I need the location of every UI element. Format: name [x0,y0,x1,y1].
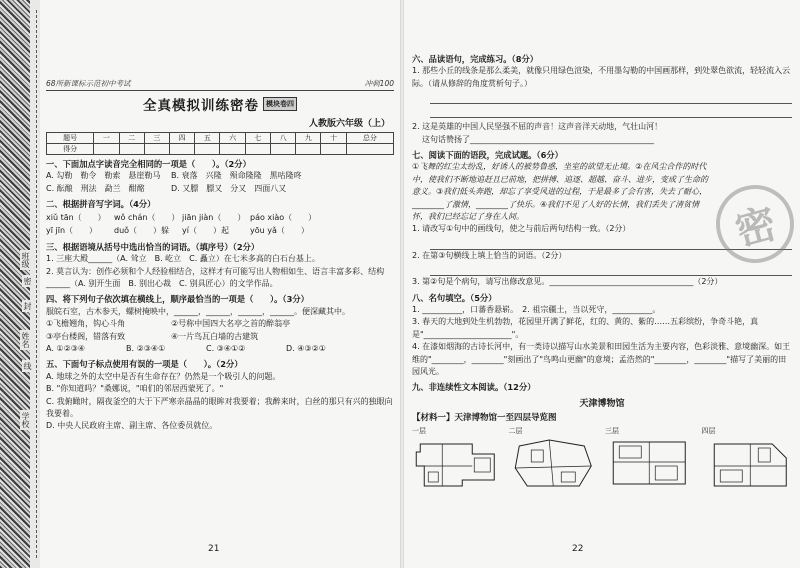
q6-title: 六、品读语句，完成练习。（8分） [412,54,539,64]
score-cell: 八 [270,133,295,144]
score-value-row [47,144,394,155]
score-input-cell[interactable] [220,144,245,155]
floor-map-2 [509,436,600,490]
seal-char-2: 封 [23,302,32,310]
score-input-cell[interactable] [346,144,393,155]
q3-title: 三、根据语境从括号中选出恰当的词语。（填序号）（2分） [46,241,260,252]
answer-line[interactable] [430,92,792,104]
score-input-cell[interactable] [144,144,169,155]
paper-title-text: 全真模拟训练密卷 [143,98,259,114]
q4-phrase: ③亭台楼阁，错落有致 [46,331,126,341]
q4-answers [46,343,394,355]
q2-row1 [46,211,394,225]
floor-map-4 [702,436,793,490]
floor-label: 三层 [605,426,619,435]
class-label: 班级 [21,252,30,268]
pinyin-item[interactable]: xiǔ tān（ ） [46,212,106,222]
floor-map-3 [605,436,696,490]
page-22 [404,0,800,568]
museum-title: 天津博物馆 [579,398,625,409]
title-badge: 模块卷四 [263,97,297,111]
q3-item1: 1. 三座大殿______（A. 耸立 B. 屹立 C. 矗立）在七米多高的白石台基上。 [46,254,320,264]
page-number-right: 22 [572,544,584,554]
stamp-char: 密 [730,199,782,255]
floor-plan-1 [412,426,503,488]
pinyin-item[interactable]: yī jīn（ ） [46,226,98,236]
q5-option-c[interactable]: C. 我俯瞰时，隔夜釜空的大于下严寒亲晶晶的眼眸对我要着；我醉来时，白丝的那只有兴的独眼向我要着。 [46,396,393,419]
floor-plans [412,426,792,488]
q7-passage: ①飞舞的红尘太纷乱，好诱人的被势鲁惑，坐室的欲望无止境。②在风尘合作的时代中，使我们不断地追赶且已前地，把拼搏、追逐、超越、奋斗、进步，变成了生命的意义。③我们低头奔跑，却忘了享受风进的过程，于是最多了会有害，失去了耐心，________了激情，________了快乐。④我们不见了人好的长情，我们丢失了清贫情怀，我们已经忘记了身在人间。 [412,162,708,221]
pinyin-item[interactable]: yí（ ）起 [182,226,229,236]
q4-answer-a[interactable]: A. ①②③④ [46,344,86,354]
score-input-cell[interactable] [170,144,195,155]
q4-intro: 服皖石室，古木参天，螺树掩映中，______，______，______，______。便深藏其中。 [46,306,350,316]
q1-option-c[interactable]: C. 酝酿 刑法 勐兰 酣酩 [46,183,145,193]
q9-title: 九、非连续性文本阅读。（12分） [412,382,536,393]
pinyin-item[interactable]: duǒ（ ）躲 [114,226,170,236]
score-cell: 七 [245,133,270,144]
score-label-cell: 得分 [47,144,94,155]
q3-item2: 2. 莫言认为：创作必须和个人经验相结合，这样才有可能写出人物相如生、语言丰富多彩、结构______（A. 别开生面 B. 别出心裁 C. 别具匠心）的文学作品。 [46,266,385,289]
paper-title [46,94,394,114]
seal-char-3: 线 [23,362,32,370]
q5-option-d[interactable]: D. 中央人民政府主席、副主席、各位委员就位。 [46,421,218,431]
exam-series: 68所新课标示范初中考试 [46,79,131,88]
q4-answer-d[interactable]: D. ④③②① [286,344,326,354]
q7-item3: 3. 第②句是个病句，请写出修改意见。____________________________________（2分） [412,277,723,287]
q5-title: 五、下面句子标点使用有误的一项是（ ）。（2分） [46,359,243,370]
score-cell: 五 [195,133,220,144]
exam-header [46,78,394,91]
floor-label: 一层 [412,426,426,435]
floor-plan-2 [509,426,600,488]
score-header-row [47,133,394,144]
score-cell: 九 [296,133,321,144]
q4-phrase: ①飞檐翘角，钩心斗角 [46,319,126,329]
q7-item1: 1. 请改写①句中的画线句，使之与前后两句结构一致。（2分） [412,224,631,234]
q6-item1: 1. 那些小丘的线条是那么柔美，就像只用绿色渲染，不用墨勾勒的中国画那样，到处翠色欲流，轻轻流入云际。（请从修辞的角度赏析句子。） [412,66,791,88]
q4-phrase: ②号称中国四大名亭之首的醉翁亭 [171,319,291,329]
score-cell: 六 [220,133,245,144]
pinyin-item[interactable]: páo xiào（ ） [250,212,317,222]
q4-title: 四、将下列句子依次填在横线上，顺序最恰当的一项是（ ）。（3分） [46,294,309,305]
score-cell: 二 [119,133,144,144]
q8-item1[interactable]: 1. __________，口蕃香悬崭。 2. 祖宗疆土，当以死守，__________。 [412,305,661,314]
page-number-left: 21 [208,544,220,554]
q6-item2-blank[interactable]: 这句话赞扬了______________________________________________ [422,134,654,144]
q7-title: 七、阅读下面的语段，完成试题。（6分） [412,150,563,160]
floor-label: 四层 [701,426,716,435]
answer-line[interactable] [430,106,792,118]
score-input-cell[interactable] [94,144,119,155]
q1-option-a[interactable]: A. 勾勒 勒令 勒索 悬崖勒马 [46,171,161,181]
seal-line [36,10,37,558]
q1-options-row2 [46,183,394,195]
pinyin-item[interactable]: wǒ chán（ ） [114,212,180,222]
score-input-cell[interactable] [195,144,220,155]
floor-plan-3 [605,426,696,488]
q1-option-d[interactable]: D. 又膘 膘又 分又 四面八又 [171,183,287,193]
score-cell: 十 [321,133,346,144]
score-cell: 三 [144,133,169,144]
score-cell: 题号 [47,133,94,144]
q4-answer-b[interactable]: B. ②③④① [126,344,166,354]
q1-option-b[interactable]: B. 衰落 兴隆 殒命隆隆 黑咕隆咚 [171,171,302,181]
q5-option-a[interactable]: A. 地球之外的太空中是否有生命存在？仍然是一个吸引人的问题。 [46,371,281,381]
q4-answer-c[interactable]: C. ③④①② [206,344,246,354]
q8-title: 八、名句填空。（5分） [412,292,497,303]
score-input-cell[interactable] [296,144,321,155]
score-cell: 总分 [346,133,393,144]
answer-line[interactable] [430,264,792,276]
score-cell: 一 [94,133,119,144]
q1-title: 一、下面加点字读音完全相同的一项是（ ）。（2分） [46,159,251,169]
q2-title: 二、根据拼音写字词。（4分） [46,199,156,210]
q7-item2: 2. 在第③句横线上填上恰当的词语。（2分） [412,250,567,260]
q8-item2[interactable]: 3. 春天的大地到处生机勃勃，花园里开满了鲜花，红的、黄的、紫的……五彩缤纷，争奇斗艳，真是"______________________"。 [412,317,759,339]
floor-label: 二层 [508,426,523,435]
q1-options-row1 [46,170,394,182]
edition-label: 人教版六年级（上） [308,119,390,129]
q5-option-b[interactable]: B. "你知道吗？"桑娜说，"咱们的邻居西蒙死了。" [46,384,224,394]
name-label: 姓名 [21,332,30,348]
floor-map-1 [412,436,503,490]
q2-row2 [46,224,394,238]
q8-item3[interactable]: 4. 在漆如烟海的古诗长河中，有一类诗以描写山水美景和田园生活为主要内容，色彩淡雅、意境幽深。如王维的"________，________"刻画出了"鸟鸣山更幽"的意境；孟浩然的"________，________"描写了美丽的田园风光。 [412,342,791,376]
score-input-cell[interactable] [119,144,144,155]
score-cell: 四 [170,133,195,144]
school-label: 学校 [21,412,30,428]
pinyin-item[interactable]: jiān jiàn（ ） [182,212,246,222]
material-one-label: 【材料一】天津博物馆一至四层导览图 [412,412,557,423]
q4-phrases-row1 [46,318,394,330]
pinyin-item[interactable]: yōu yǎ（ ） [250,226,309,236]
floor-plan-4 [702,426,793,488]
score-table [46,132,394,155]
q4-phrases-row2 [46,331,394,343]
seal-char-1: 密 [23,277,32,285]
score-input-cell[interactable] [270,144,295,155]
score-input-cell[interactable] [245,144,270,155]
q4-phrase: ④一片鸟瓦白墙的古建筑 [171,331,259,341]
q6-item2: 2. 这是英雄的中国人民坚强不屈的声音！这声音洋天动地，气壮山河！ [412,122,663,132]
score-input-cell[interactable] [321,144,346,155]
exam-brand: 冲刺100 [364,79,394,88]
page-21 [40,0,400,568]
